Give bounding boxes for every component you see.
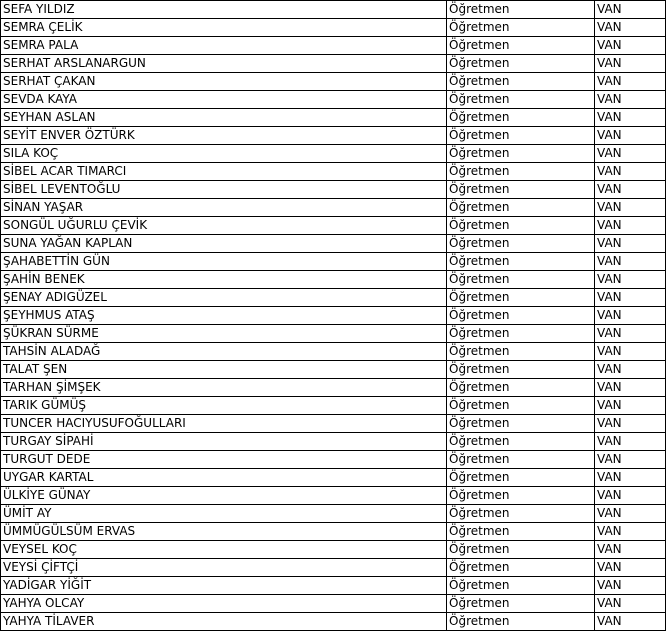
city-cell: VAN [595, 523, 666, 541]
title-cell: Öğretmen [447, 109, 595, 127]
title-cell: Öğretmen [447, 55, 595, 73]
table-row [1, 109, 666, 127]
title-cell: Öğretmen [447, 325, 595, 343]
city-cell: VAN [595, 145, 666, 163]
table-row [1, 487, 666, 505]
table-row [1, 595, 666, 613]
city-cell: VAN [595, 469, 666, 487]
name-cell: SEYHAN ASLAN [1, 109, 447, 127]
city-cell: VAN [595, 55, 666, 73]
title-cell: Öğretmen [447, 379, 595, 397]
title-cell: Öğretmen [447, 613, 595, 631]
city-cell: VAN [595, 91, 666, 109]
name-cell: ÜMMÜGÜLSÜM ERVAS [1, 523, 447, 541]
table-row [1, 397, 666, 415]
name-cell: TARIK GÜMÜŞ [1, 397, 447, 415]
city-cell: VAN [595, 73, 666, 91]
title-cell: Öğretmen [447, 19, 595, 37]
name-cell: ŞAHABETTİN GÜN [1, 253, 447, 271]
name-cell: SUNA YAĞAN KAPLAN [1, 235, 447, 253]
name-cell: TUNCER HACIYUSUFOĞULLARI [1, 415, 447, 433]
title-cell: Öğretmen [447, 343, 595, 361]
table-row [1, 559, 666, 577]
city-cell: VAN [595, 433, 666, 451]
city-cell: VAN [595, 199, 666, 217]
table-body [1, 1, 666, 631]
table-row [1, 73, 666, 91]
title-cell: Öğretmen [447, 91, 595, 109]
title-cell: Öğretmen [447, 127, 595, 145]
title-cell: Öğretmen [447, 469, 595, 487]
title-cell: Öğretmen [447, 577, 595, 595]
title-cell: Öğretmen [447, 145, 595, 163]
title-cell: Öğretmen [447, 523, 595, 541]
table-row [1, 1, 666, 19]
table-row [1, 163, 666, 181]
title-cell: Öğretmen [447, 541, 595, 559]
table-row [1, 271, 666, 289]
city-cell: VAN [595, 505, 666, 523]
table-row [1, 433, 666, 451]
table-row [1, 379, 666, 397]
city-cell: VAN [595, 325, 666, 343]
name-cell: YADİGAR YİĞİT [1, 577, 447, 595]
city-cell: VAN [595, 379, 666, 397]
table-row [1, 307, 666, 325]
name-cell: SEVDA KAYA [1, 91, 447, 109]
table-row [1, 253, 666, 271]
title-cell: Öğretmen [447, 73, 595, 91]
city-cell: VAN [595, 343, 666, 361]
title-cell: Öğretmen [447, 271, 595, 289]
table-row [1, 469, 666, 487]
table-row [1, 91, 666, 109]
table-row [1, 19, 666, 37]
city-cell: VAN [595, 307, 666, 325]
title-cell: Öğretmen [447, 361, 595, 379]
title-cell: Öğretmen [447, 451, 595, 469]
table-row [1, 451, 666, 469]
table-row [1, 505, 666, 523]
title-cell: Öğretmen [447, 253, 595, 271]
city-cell: VAN [595, 1, 666, 19]
city-cell: VAN [595, 19, 666, 37]
name-cell: YAHYA TİLAVER [1, 613, 447, 631]
city-cell: VAN [595, 37, 666, 55]
table-row [1, 235, 666, 253]
city-cell: VAN [595, 541, 666, 559]
table-row [1, 541, 666, 559]
city-cell: VAN [595, 109, 666, 127]
table-row [1, 217, 666, 235]
title-cell: Öğretmen [447, 181, 595, 199]
name-cell: ÜLKİYE GÜNAY [1, 487, 447, 505]
name-cell: SONGÜL UĞURLU ÇEVİK [1, 217, 447, 235]
city-cell: VAN [595, 235, 666, 253]
name-cell: SERHAT ÇAKAN [1, 73, 447, 91]
name-cell: SEFA YILDIZ [1, 1, 447, 19]
name-cell: VEYSİ ÇİFTÇİ [1, 559, 447, 577]
name-cell: SERHAT ARSLANARGUN [1, 55, 447, 73]
city-cell: VAN [595, 181, 666, 199]
name-cell: SEMRA PALA [1, 37, 447, 55]
name-cell: SEMRA ÇELİK [1, 19, 447, 37]
name-cell: SEYİT ENVER ÖZTÜRK [1, 127, 447, 145]
city-cell: VAN [595, 217, 666, 235]
name-cell: SILA KOÇ [1, 145, 447, 163]
name-cell: TURGUT DEDE [1, 451, 447, 469]
city-cell: VAN [595, 487, 666, 505]
table-row [1, 37, 666, 55]
title-cell: Öğretmen [447, 559, 595, 577]
name-cell: SİBEL LEVENTOĞLU [1, 181, 447, 199]
title-cell: Öğretmen [447, 289, 595, 307]
city-cell: VAN [595, 361, 666, 379]
name-cell: TURGAY SİPAHİ [1, 433, 447, 451]
table-row [1, 523, 666, 541]
title-cell: Öğretmen [447, 199, 595, 217]
name-cell: ŞEYHMUS ATAŞ [1, 307, 447, 325]
name-cell: ŞAHİN BENEK [1, 271, 447, 289]
title-cell: Öğretmen [447, 37, 595, 55]
city-cell: VAN [595, 271, 666, 289]
name-cell: TALAT ŞEN [1, 361, 447, 379]
title-cell: Öğretmen [447, 505, 595, 523]
city-cell: VAN [595, 451, 666, 469]
name-cell: UYGAR KARTAL [1, 469, 447, 487]
table-row [1, 145, 666, 163]
name-cell: SİNAN YAŞAR [1, 199, 447, 217]
city-cell: VAN [595, 253, 666, 271]
city-cell: VAN [595, 559, 666, 577]
city-cell: VAN [595, 577, 666, 595]
title-cell: Öğretmen [447, 163, 595, 181]
title-cell: Öğretmen [447, 595, 595, 613]
title-cell: Öğretmen [447, 1, 595, 19]
table-row [1, 613, 666, 631]
title-cell: Öğretmen [447, 433, 595, 451]
name-cell: YAHYA OLCAY [1, 595, 447, 613]
city-cell: VAN [595, 163, 666, 181]
name-cell: ÜMİT AY [1, 505, 447, 523]
city-cell: VAN [595, 613, 666, 631]
title-cell: Öğretmen [447, 415, 595, 433]
table-row [1, 415, 666, 433]
title-cell: Öğretmen [447, 307, 595, 325]
table-row [1, 199, 666, 217]
table-row [1, 127, 666, 145]
city-cell: VAN [595, 595, 666, 613]
table-row [1, 181, 666, 199]
table-row [1, 289, 666, 307]
name-cell: SİBEL ACAR TIMARCI [1, 163, 447, 181]
city-cell: VAN [595, 415, 666, 433]
title-cell: Öğretmen [447, 235, 595, 253]
name-cell: ŞÜKRAN SÜRME [1, 325, 447, 343]
table-row [1, 55, 666, 73]
city-cell: VAN [595, 397, 666, 415]
table-row [1, 361, 666, 379]
table-row [1, 343, 666, 361]
table-row [1, 577, 666, 595]
name-cell: ŞENAY ADIGÜZEL [1, 289, 447, 307]
city-cell: VAN [595, 127, 666, 145]
city-cell: VAN [595, 289, 666, 307]
title-cell: Öğretmen [447, 397, 595, 415]
table-row [1, 325, 666, 343]
name-cell: VEYSEL KOÇ [1, 541, 447, 559]
title-cell: Öğretmen [447, 487, 595, 505]
title-cell: Öğretmen [447, 217, 595, 235]
name-cell: TARHAN ŞİMŞEK [1, 379, 447, 397]
name-cell: TAHSİN ALADAĞ [1, 343, 447, 361]
